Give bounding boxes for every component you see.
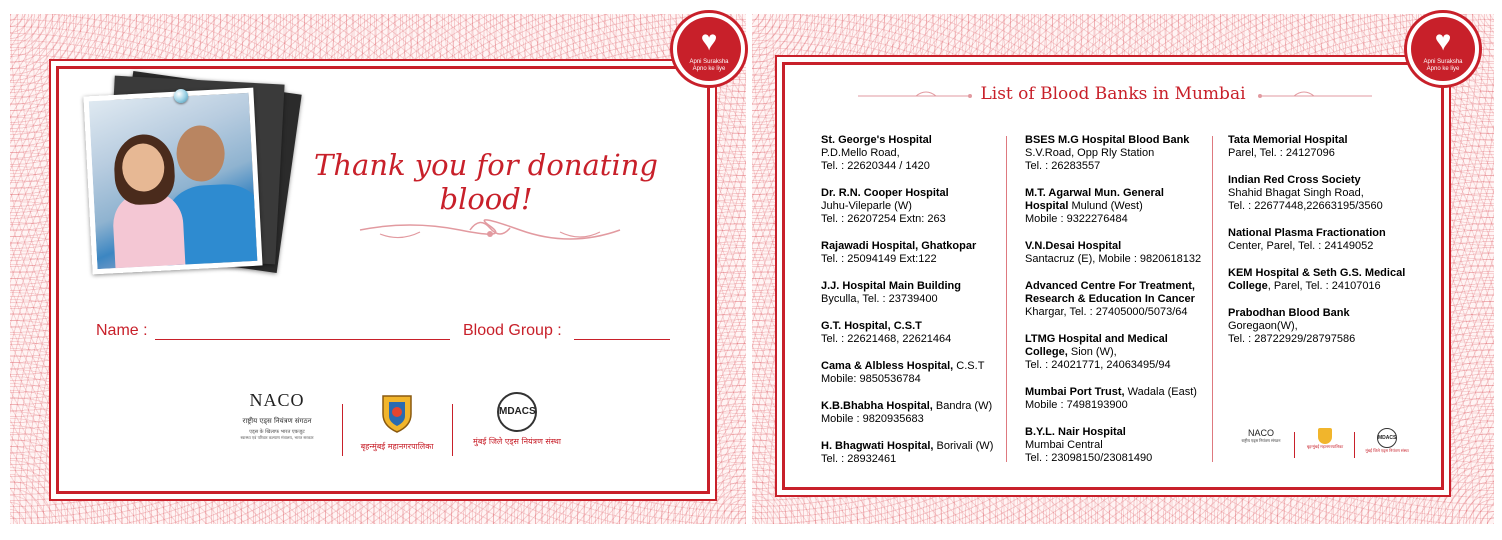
blood-bank-name: Dr. R.N. Cooper Hospital (821, 187, 949, 199)
blood-bank-entry (821, 240, 1001, 266)
blood-bank-name: LTMG Hospital and Medical College, (1025, 333, 1168, 358)
blood-bank-contact: Goregaon(W), Tel. : 28722929/28797586 (1228, 320, 1356, 345)
blood-bank-column-3 (1228, 134, 1428, 360)
photo-stack (50, 52, 310, 282)
family-photo (83, 88, 262, 275)
flourish-ornament-left (350, 212, 630, 242)
mini-divider-2 (1354, 432, 1355, 458)
badge-line-2: Apno ke liye (1426, 66, 1460, 72)
blood-bank-entry (1025, 426, 1215, 465)
blood-bank-name: M.T. Agarwal Mun. General Hospital (1025, 187, 1164, 212)
blood-bank-name: BSES M.G Hospital Blood Bank (1025, 134, 1190, 146)
logo-divider-1 (342, 404, 343, 456)
naco-hindi-line-1: राष्ट्रीय एड्स नियंत्रण संगठन (242, 417, 312, 425)
blood-bank-location: , Parel, Tel. : 24107016 (1267, 280, 1381, 292)
blood-bank-entry (821, 440, 1001, 466)
mdacs-hindi-name: मुंबई जिले एड्स नियंत्रण संस्था (473, 437, 561, 446)
mdacs-logo (462, 392, 572, 447)
blood-bank-column-1 (821, 134, 1001, 480)
thank-you-heading: Thank you for donating blood! (314, 148, 658, 216)
column-divider-1 (1006, 136, 1007, 462)
blood-bank-column-2 (1025, 134, 1215, 479)
blood-bank-entry (821, 134, 1001, 173)
naco-logo (222, 390, 332, 441)
bmc-emblem-icon (377, 392, 417, 434)
blood-bank-name: B.Y.L. Nair Hospital (1025, 426, 1126, 438)
mini-mdacs-hindi: मुंबई जिले एड्स नियंत्रण संस्था (1365, 448, 1409, 453)
blood-bank-contact: Tel. : 28932461 (821, 453, 897, 465)
blood-bank-contact: Juhu-Vileparle (W) Tel. : 26207254 Extn: 263 (821, 200, 946, 225)
blood-bank-contact: Byculla, Tel. : 23739400 (821, 293, 938, 305)
badge-line-2: Apno ke liye (692, 66, 726, 72)
title-ornament-right (1254, 88, 1374, 102)
naco-hindi-line-3: स्वास्थ्य एवं परिवार कल्याण मंत्रालय, भारत सरकार (240, 435, 314, 440)
blood-bank-location: Wadala (East) (1124, 386, 1197, 398)
blood-bank-contact: Mobile : 9820935683 (821, 413, 924, 425)
mdacs-wordmark: MDACS (499, 406, 536, 417)
naco-hindi-line-2: एड्स के खिलाफ भारत एकजुट (249, 429, 305, 435)
blood-bank-entry (821, 187, 1001, 226)
blood-bank-name: St. George's Hospital (821, 134, 932, 146)
blood-bank-entry (1228, 267, 1428, 293)
blood-bank-name: H. Bhagwati Hospital, (821, 440, 934, 452)
mini-bmc-hindi: बृहन्मुंबई महानगरपालिका (1306, 444, 1344, 449)
blood-bank-list-title: List of Blood Banks in Mumbai (980, 84, 1246, 104)
name-label: Name : (96, 322, 148, 339)
blood-bank-location: Borivali (W) (933, 440, 994, 452)
blood-bank-name: Mumbai Port Trust, (1025, 386, 1125, 398)
blood-bank-contact: Tel. : 25094149 Ext:122 (821, 253, 937, 265)
badge-line-1: Apni Suraksha (1423, 59, 1463, 65)
mini-bmc-logo (1300, 428, 1350, 450)
blood-bank-entry (1025, 386, 1215, 412)
blood-bank-name: G.T. Hospital, C.S.T (821, 320, 922, 332)
blood-bank-name: Indian Red Cross Society (1228, 174, 1361, 186)
apni-suraksha-badge-right (1404, 10, 1482, 88)
blood-bank-name: Cama & Albless Hospital, (821, 360, 954, 372)
blood-bank-name: Tata Memorial Hospital (1228, 134, 1348, 146)
logo-divider-2 (452, 404, 453, 456)
mini-mdacs-emblem-icon (1377, 428, 1397, 448)
naco-wordmark: NACO (249, 390, 305, 410)
blood-bank-entry (1025, 187, 1215, 226)
mini-mdacs-logo (1360, 428, 1414, 454)
mini-mdacs-wordmark: MDACS (1378, 435, 1397, 441)
mini-naco-wordmark: NACO (1247, 428, 1274, 438)
blood-bank-entry (821, 280, 1001, 306)
blood-bank-contact: Parel, Tel. : 24127096 (1228, 147, 1335, 159)
heart-hands-icon: ♥ (700, 25, 718, 56)
heart-hands-icon: ♥ (1434, 25, 1452, 56)
blood-bank-location: Mulund (West) (1068, 200, 1143, 212)
bmc-hindi-name: बृहन्मुंबई महानगरपालिका (360, 442, 434, 451)
blood-bank-location: Sion (W), (1067, 346, 1117, 358)
blood-bank-contact: Mumbai Central Tel. : 23098150/23081490 (1025, 439, 1153, 464)
blood-bank-entry (1228, 227, 1428, 253)
apni-suraksha-badge-left (670, 10, 748, 88)
blood-group-field-line[interactable] (574, 339, 670, 340)
blood-bank-contact: S.V.Road, Opp Rly Station Tel. : 26283557 (1025, 147, 1155, 172)
blood-bank-name: National Plasma Fractionation (1228, 227, 1386, 239)
blood-bank-contact: Mobile: 9850536784 (821, 373, 921, 385)
blood-bank-location: C.S.T (953, 360, 985, 372)
blood-bank-entry (821, 360, 1001, 386)
blood-bank-contact: Mobile : 9322276484 (1025, 213, 1128, 225)
blood-bank-contact: Mobile : 7498193900 (1025, 399, 1128, 411)
blood-bank-contact: P.D.Mello Road, Tel. : 22620344 / 1420 (821, 147, 930, 172)
badge-line-1: Apni Suraksha (689, 59, 729, 65)
title-ornament-left (856, 88, 976, 102)
blood-bank-contact: Khargar, Tel. : 27405000/5073/64 (1025, 306, 1188, 318)
blood-bank-entry (1025, 134, 1215, 173)
blood-group-label: Blood Group : (463, 322, 562, 339)
blood-bank-entry (821, 400, 1001, 426)
name-field-line[interactable] (155, 339, 450, 340)
column-divider-2 (1212, 136, 1213, 462)
blood-bank-name: J.J. Hospital Main Building (821, 280, 961, 292)
blood-bank-entry (821, 320, 1001, 346)
blood-bank-entry (1228, 134, 1428, 160)
blood-bank-name: V.N.Desai Hospital (1025, 240, 1122, 252)
bmc-logo (352, 392, 442, 452)
blood-bank-entry (1025, 333, 1215, 372)
blood-bank-entry (1025, 240, 1215, 266)
mini-divider-1 (1294, 432, 1295, 458)
mini-naco-logo (1236, 428, 1286, 444)
blood-bank-contact: Shahid Bhagat Singh Road, Tel. : 22677448,22663195/3560 (1228, 187, 1383, 212)
pushpin-icon (174, 89, 188, 103)
blood-bank-name: KEM Hospital & Seth G.S. Medical College (1228, 267, 1406, 292)
mini-naco-hindi: राष्ट्रीय एड्स नियंत्रण संगठन (1241, 438, 1281, 443)
mdacs-emblem-icon (497, 392, 537, 432)
blood-bank-name: Rajawadi Hospital, Ghatkopar (821, 240, 977, 252)
mini-bmc-emblem-icon (1318, 428, 1332, 444)
blood-bank-contact: Tel. : 24021771, 24063495/94 (1025, 359, 1171, 371)
blood-bank-entry (1025, 280, 1215, 319)
blood-bank-name: Prabodhan Blood Bank (1228, 307, 1350, 319)
blood-bank-entry (1228, 307, 1428, 346)
blood-bank-contact: Center, Parel, Tel. : 24149052 (1228, 240, 1374, 252)
blood-bank-location: Bandra (W) (932, 400, 993, 412)
blood-bank-name: Advanced Centre For Treatment, Research & Education In Cancer (1025, 280, 1195, 305)
blood-bank-name: K.B.Bhabha Hospital, (821, 400, 933, 412)
blood-bank-entry (1228, 174, 1428, 213)
blood-bank-contact: Tel. : 22621468, 22621464 (821, 333, 952, 345)
blood-bank-contact: Santacruz (E), Mobile : 9820618132 (1025, 253, 1202, 265)
